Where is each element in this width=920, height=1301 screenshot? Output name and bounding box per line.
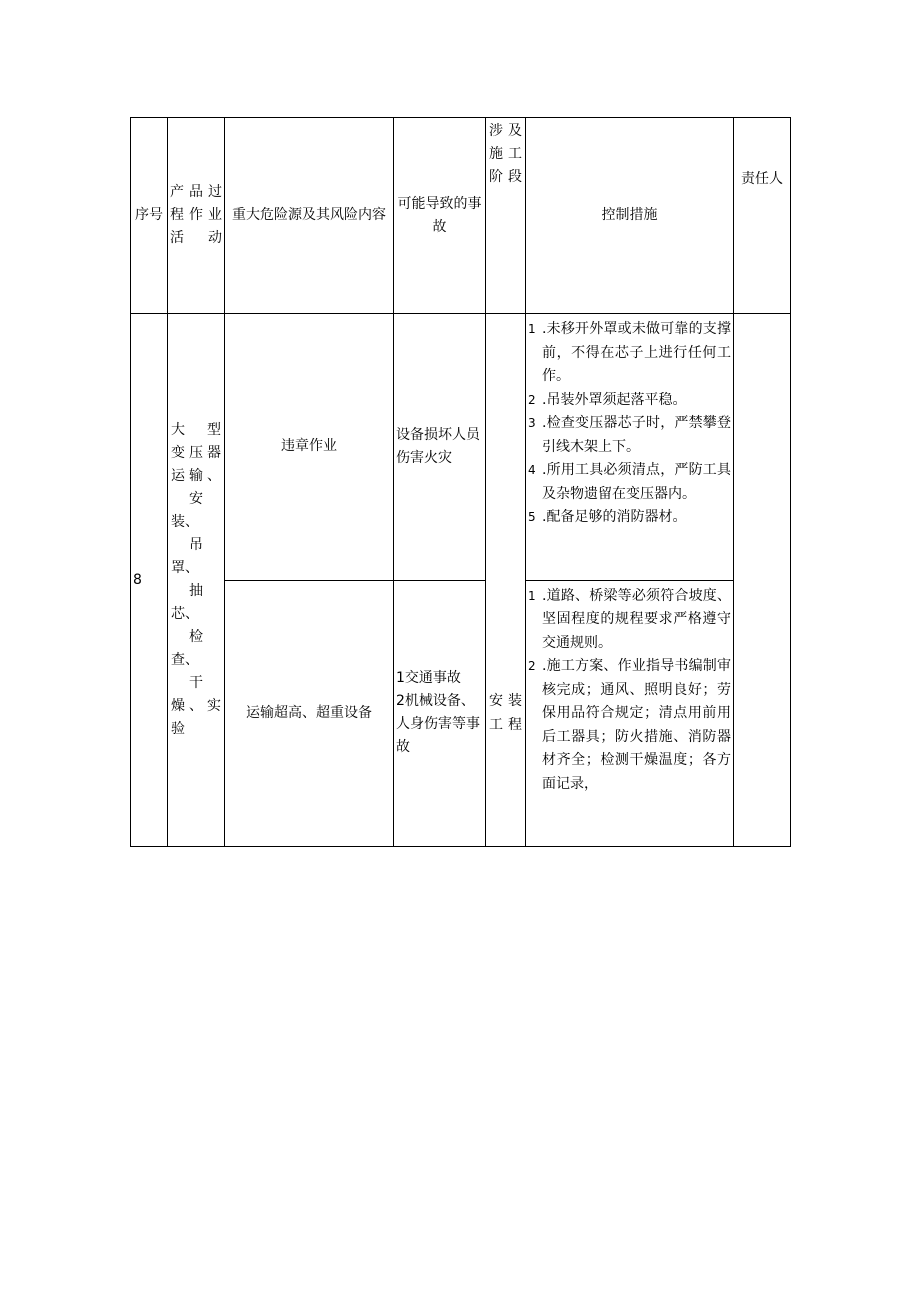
risk-table bbox=[130, 117, 791, 847]
accident-cell: 设备损坏人员伤害火灾 bbox=[394, 314, 486, 581]
header-row bbox=[131, 118, 791, 314]
row-seq: 8 bbox=[131, 314, 168, 847]
hazard-cell: 违章作业 bbox=[225, 314, 394, 581]
accident-line: 2机械设备、人身伤害等事故 bbox=[396, 693, 480, 756]
activity-line: 燥、实 bbox=[171, 698, 221, 714]
stage-text: 安装工程 bbox=[489, 693, 522, 733]
list-item: 3 .检查变压器芯子时，严禁攀登引线木架上下。 bbox=[528, 415, 731, 455]
header-stage-text: 涉及施工阶段 bbox=[489, 123, 522, 185]
control-list bbox=[526, 318, 733, 530]
list-item: 5 .配备足够的消防器材。 bbox=[528, 509, 687, 525]
activity-line: 安 bbox=[189, 491, 203, 507]
header-accident: 可能导致的事故 bbox=[394, 118, 486, 314]
header-stage bbox=[486, 118, 526, 314]
row-activity bbox=[168, 314, 225, 847]
control-cell bbox=[526, 314, 734, 581]
table-row bbox=[131, 580, 791, 847]
activity-line: 大 型 bbox=[171, 422, 221, 438]
activity-line: 验 bbox=[171, 721, 185, 737]
activity-line: 运输、 bbox=[171, 468, 221, 484]
header-activity: 产品过程作业活动 bbox=[168, 118, 225, 314]
list-item: 2 .吊装外罩须起落平稳。 bbox=[528, 391, 687, 408]
header-seq: 序号 bbox=[131, 118, 168, 314]
responsible-cell bbox=[734, 314, 791, 847]
control-cell bbox=[526, 580, 734, 847]
activity-line: 检 bbox=[189, 629, 203, 645]
activity-line: 罩、 bbox=[171, 560, 199, 576]
control-list bbox=[526, 585, 733, 797]
activity-line: 芯、 bbox=[171, 606, 199, 622]
header-hazard: 重大危险源及其风险内容 bbox=[225, 118, 394, 314]
list-item: 1 .未移开外罩或未做可靠的支撑前，不得在芯子上进行任何工作。 bbox=[528, 321, 731, 384]
activity-line: 抽 bbox=[189, 583, 203, 599]
activity-line: 吊 bbox=[189, 537, 203, 553]
header-responsible: 责任人 bbox=[734, 118, 791, 314]
list-item: 4 .所用工具必须清点，严防工具及杂物遗留在变压器内。 bbox=[528, 462, 731, 502]
accident-line: 1交通事故 bbox=[396, 670, 461, 687]
activity-line: 查、 bbox=[171, 652, 199, 668]
list-item: 2 .施工方案、作业指导书编制审核完成；通风、照明良好；劳保用品符合规定；清点用前用后工器具；防火措施、消防器材齐全；检测干燥温度；各方面记录， bbox=[528, 658, 731, 792]
activity-line: 装、 bbox=[171, 514, 199, 530]
table-row bbox=[131, 314, 791, 581]
stage-cell bbox=[486, 314, 526, 847]
header-control: 控制措施 bbox=[526, 118, 734, 314]
accident-cell bbox=[394, 580, 486, 847]
list-item: 1 .道路、桥梁等必须符合坡度、坚固程度的规程要求严格遵守交通规则。 bbox=[528, 587, 731, 651]
activity-line: 变压器 bbox=[171, 445, 221, 461]
hazard-cell: 运输超高、超重设备 bbox=[225, 580, 394, 847]
activity-line: 干 bbox=[189, 675, 203, 691]
